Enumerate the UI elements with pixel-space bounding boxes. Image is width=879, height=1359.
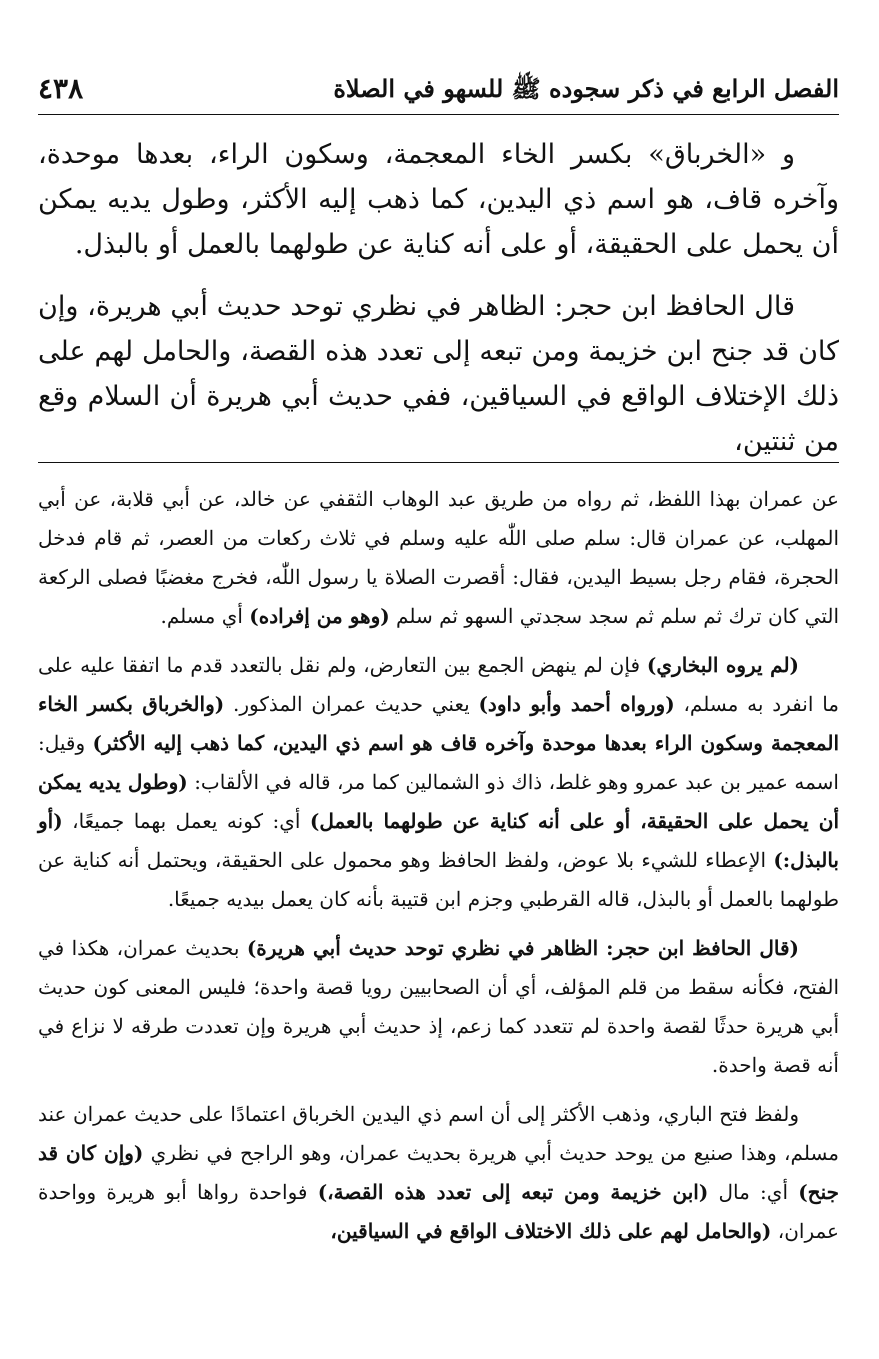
commentary-text: عن عمران بهذا اللفظ، ثم رواه من طريق عبد الوهاب الثقفي عن خالد، عن أبي قلابة، عن أبي المهلب، عن عمران قال: سلم صلى اللّٰه عليه وسلم في ثلاث ركعات من العصر، ثم قام فدخل الحجرة، فقام رجل بسيط اليدين، فقال: أقصرت الصلاة يا رسول اللّٰه، فخرج مغضبًا فصلى الركعة التي كان ترك ثم سلم ثم سجد سجدتي السهو ثم سلم: [38, 487, 839, 628]
commentary-quote: (قال الحافظ ابن حجر: الظاهر في نظري توحد حديث أبي هريرة): [246, 936, 800, 960]
commentary-text: أي: كونه يعمل بهما جميعًا،: [62, 809, 310, 833]
main-paragraph: قال الحافظ ابن حجر: الظاهر في نظري توحد حديث أبي هريرة، وإن كان قد جنح ابن خزيمة ومن تبعه إلى تعدد هذه القصة، والحامل لهم على ذلك الإختلاف الواقع في السياقين، ففي حديث أبي هريرة أن السلام وقع من ثنتين،: [38, 291, 839, 457]
commentary-paragraph: [38, 1095, 839, 1251]
commentary-text: فواحدة رواها أبو هريرة وواحدة عمران،: [38, 1180, 839, 1243]
page-header: [38, 72, 839, 116]
commentary-quote: (وإن كان قد جنح): [38, 1141, 839, 1204]
commentary-quote: (لم يروه البخاري): [646, 653, 799, 677]
commentary-paragraph: [38, 646, 839, 919]
commentary-quote: (ورواه أحمد وأبو داود): [478, 692, 675, 716]
commentary-quote: (أو بالبذل:): [38, 809, 839, 872]
commentary-quote: (وهو من إفراده): [249, 604, 390, 628]
commentary-text: فإن لم ينهض الجمع بين التعارض، ولم نقل بالتعدد قدم ما اتفقا عليه على ما انفرد به مسلم،: [38, 653, 839, 716]
main-paragraph: و «الخرباق» بكسر الخاء المعجمة، وسكون الراء، بعدها موحدة، وآخره قاف، هو اسم ذي اليدين، كما ذهب إليه الأكثر، وطول يديه يمكن أن يحمل على الحقيقة، أو على أنه كناية عن طولهما بالعمل أو بالبذل.: [38, 139, 839, 260]
commentary-text: بحديث عمران، هكذا في الفتح، فكأنه سقط من قلم المؤلف، أي أن الصحابيين رويا قصة واحدة؛ فليس المعنى كون حديث أبي هريرة حدثًا لقصة واحدة لم تتعدد كما زعم، إذ حديث أبي هريرة وإن تعددت طرقه لا نزاع في أنه قصة واحدة.: [38, 936, 839, 1077]
commentary-quote: (والحامل لهم على ذلك الاختلاف الواقع في السياقين،: [330, 1219, 772, 1243]
commentary: [38, 480, 839, 1261]
commentary-quote: (وطول يديه يمكن أن يحمل على الحقيقة، أو على أنه كناية عن طولهما بالعمل): [38, 770, 839, 833]
commentary-quote: (ابن خزيمة ومن تبعه إلى تعدد هذه القصة،): [317, 1180, 709, 1204]
commentary-text: الإعطاء للشيء بلا عوض، ولفظ الحافظ وهو محمول على الحقيقة، ويحتمل أنه كناية عن طولهما بالعمل أو بالبذل، قاله القرطبي وجزم ابن قتيبة بأنه كان يعمل بيديه جميعًا.: [38, 848, 839, 911]
header-divider: [38, 114, 839, 115]
commentary-text: ولفظ فتح الباري، وذهب الأكثر إلى أن اسم ذي اليدين الخرباق اعتمادًا على حديث عمران عند مسلم، وهذا صنيع من يوحد حديث أبي هريرة بحديث عمران، وهو الراجح في نظري: [38, 1102, 839, 1165]
commentary-paragraph: [38, 480, 839, 636]
commentary-text: يعني حديث عمران المذكور.: [224, 692, 479, 716]
commentary-quote: (والخرباق بكسر الخاء المعجمة وسكون الراء بعدها موحدة وآخره قاف هو اسم ذي اليدين، كما ذهب إليه الأكثر): [38, 692, 839, 755]
commentary-paragraph: [38, 929, 839, 1085]
main-text: [38, 132, 839, 481]
footnote-divider: [38, 462, 839, 463]
commentary-text: أي: مال: [708, 1180, 799, 1204]
commentary-text: وقيل: اسمه عمير بن عبد عمرو وهو غلط، ذاك ذو الشمالين كما مر، قاله في الألقاب:: [38, 731, 839, 794]
commentary-text: أي مسلم.: [160, 604, 250, 628]
running-title: الفصل الرابع في ذكر سجوده ﷺ للسهو في الصلاة: [333, 74, 839, 103]
page-number: ٤٣٨: [38, 72, 84, 105]
